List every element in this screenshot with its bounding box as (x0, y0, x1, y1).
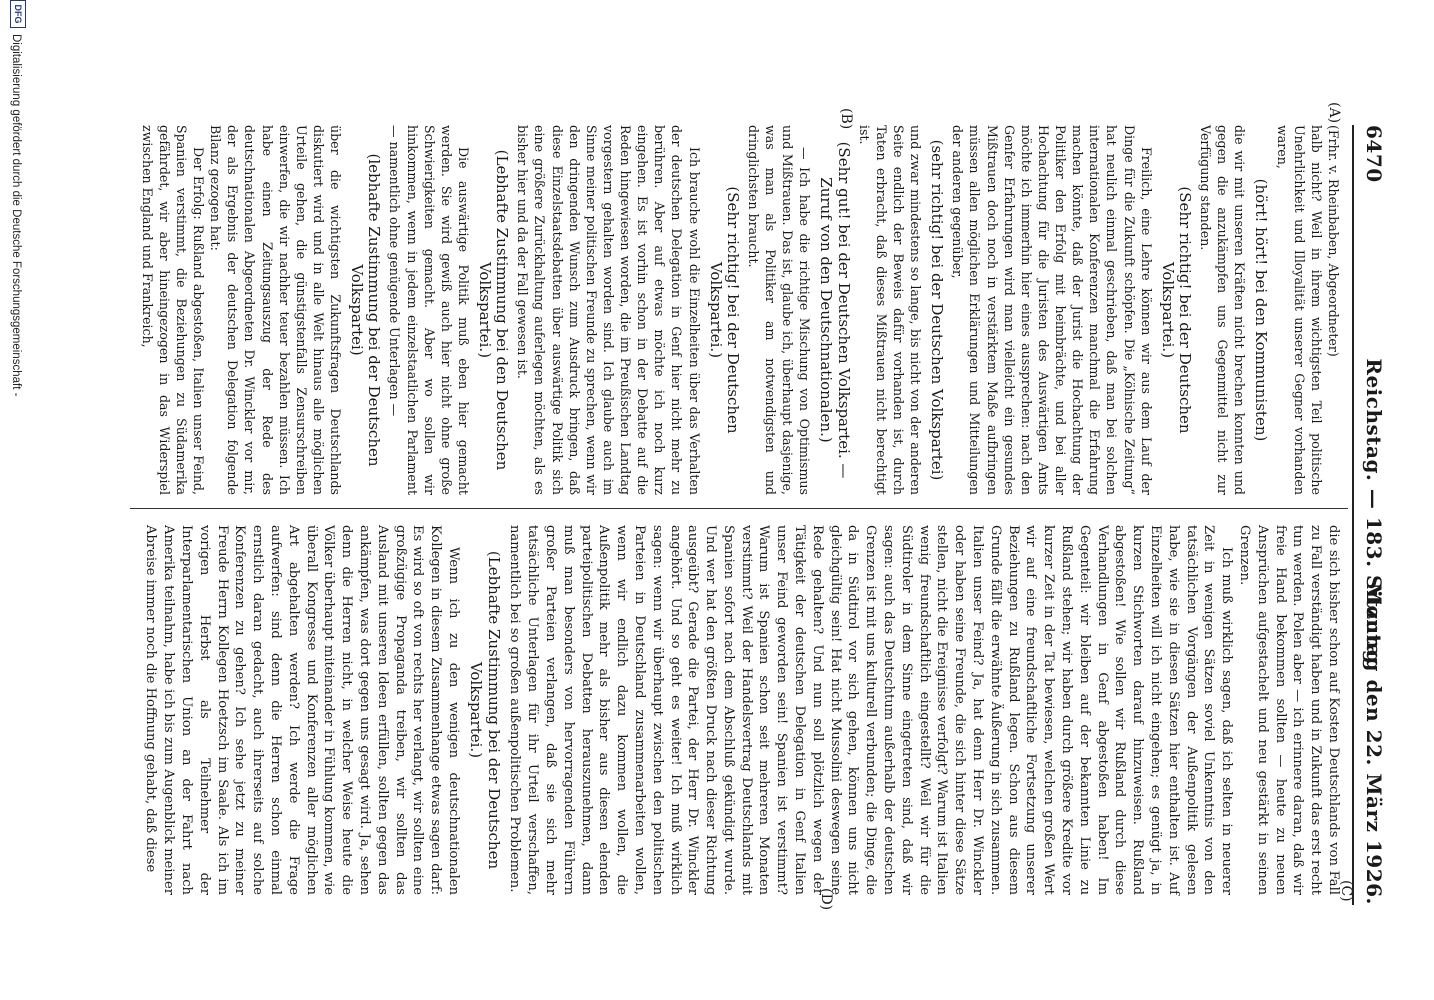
paragraph: Ich muß wirklich sagen, daß ich selten in neuerer Zeit in wenigen Sätzen soviel Unkenntnis von den tatsächlichen Vorgängen der Außenpolitik gelesen habe, wie sie in diesen Sätzen hier enthalten ist. Auf Einzelheiten will ich nicht eingehen; es genügt ja, in kurzen Stichworten darauf hinzuweisen. Rußland abgestoßen! Wie sollen wir Rußland durch diese Verhandlungen in Genf abgestoßen haben! Im Gegenteil: wir bleiben auf der bekannten Linie zu Rußland stehen; wir haben durch größere Kredite vor kurzer Zeit in der Tat bewiesen, welchen großen Wert wir auf eine freundschaftliche Fortsetzung unserer Beziehungen zu Rußland legen. Schon aus diesem Grunde fällt die erwähnte Äußerung in sich zusammen. Italien unser Feind? Ja, hat denn Herr Dr. Winckler oder haben seine Freunde, die sich hinter diese Sätze stellen, nicht die Ereignisse verfolgt? Warum ist Italien wenig freundschaftlich eingestellt? Weil wir für die Südtiroler in dem Sinne eingetreten sind, daß wir sagen: auch das Deutschtum außerhalb der deutschen Grenzen ist mit uns kulturell verbunden; die Dinge, die da in Südtirol vor sich gehen, können uns nicht gleichgültig sein! Hat nicht Mussolini deswegen seine Rede gehalten? Und nun soll plötzlich wegen der Tätigkeit der deutschen Delegation in Genf Italien unser Feind geworden sein! Spanien ist verstimmt? Warum ist Spanien schon seit mehreren Monaten verstimmt? Weil der Handelsvertrag Deutschlands mit Spanien sofort nach dem Abschluß gekündigt wurde. Und wer hat den größten Druck nach dieser Richtung ausgeübt? Gerade die Partei, der Herr Dr. Winckler angehört. Und so geht es weiter! Ich muß wirklich sagen: wenn wir überhaupt zwischen den politischen Parteien in Deutschland zusammenarbeiten wollen, wenn wir endlich dazu kommen wollen, die Außenpolitik mehr als bisher aus diesen elenden parteipolitischen Debatten herauszunehmen, dann muß man besonders von hervorragenden Führern großer Parteien verlangen, daß sie sich mehr tatsächliche Unterlagen für ihr Urteil verschaffen, namentlich bei so großen außenpolitischen Problemen. (507, 525, 1235, 895)
paragraph: Wenn ich zu den wenigen deutschnationalen Kollegen in diesem Zusammenhange etwas sagen darf: Es wird so oft von rechts her verlangt, wir sollten eine großzügige Propaganda treiben, wir sollten das Ausland mit unseren Ideen erfüllen, sollten gegen das ankämpfen, was dort gegen uns gesagt wird. Ja, sehen denn die Herren nicht, in welcher Weise heute die Völker überhaupt miteinander in Fühlung kommen, wie überall Kongresse und Konferenzen aller möglichen Art abgehalten werden? Ich werde die Frage aufwerfen: sind denn die Herren schon einmal ernstlich daran gedacht, auch ihrerseits auf solche Konferenzen zu gehen? Ich sehe jetzt zu meiner Freude Herrn Kollegen Hoetzsch im Saale. Als ich im vorigen Herbst als Teilnehmer der Interparlamentarischen Union an der Fahrt nach Amerika teilnahm, habe ich bis zum Augenblick meiner Abreise immer noch die Hoffnung gehabt, daß diese (143, 525, 461, 895)
paragraph: Ich brauche wohl die Einzelheiten über das Verhalten der deutschen Delegation in Genf hier nicht mehr zu berühren. Aber auf etwas möchte ich noch kurz eingehen. Es ist vorhin schon in der Debatte auf die Reden hingewiesen worden, die im Preußischen Landtag vorgestern gehalten worden sind. Ich glaube auch im Sinne meiner politischen Freunde zu sprechen, wenn wir den dringenden Wunsch zum Ausdruck bringen, daß diese Einzelstaatsdebatten über auswärtige Politik sich eine größere Zurückhaltung auferlegen möchten, als es bisher hier und da der Fall gewesen ist. (515, 125, 702, 495)
quoted-paragraph: Der Erfolg: Rußland abgestoßen, Italien unser Feind, Spanien verstimmt, die Beziehungen zu Südamerika gefährdet, wir aber hineingezogen in das Widerspiel zwischen England und Frankreich, (139, 125, 207, 495)
paragraph: Die auswärtige Politik muß eben hier gemacht werden. Sie wird gewiß auch hier nicht ohne große Schwierigkeiten gemacht. Aber wo sollen wir hinkommen, wenn in jedem einzelstaatlichen Parlament — namentlich ohne genügende Unterlagen — (387, 125, 471, 495)
paragraph: über die wichtigsten Zukunftsfragen Deutschlands diskutiert wird und in alle Welt hinaus alle möglichen Urteile gehen, die günstigstenfalls Zensurschreiben einwerfen, die wir nachher teuer bezahlen müssen. Ich habe einen Zeitungsauszug der Rede des deutschnationalen Abgeordneten Dr. Winckler vor mir, der als Ergebnis der deutschen Delegation folgende Bilanz gezogen hat: (208, 125, 344, 495)
paragraph: die sich bisher schon auf Kosten Deutschlands von Fall zu Fall verständigt haben und in Zukunft das erst recht tun werden. Polen aber — ich erinnere daran, daß wir freie Hand bekommen sollten — heute zu neuen Ansprüchen aufgestachelt und neu gestärkt in seinen Grenzen. (1237, 525, 1341, 895)
running-title: Reichstag. — 183. Sitzung. (1362, 358, 1386, 672)
paragraph: und zwar mindestens so lange, bis nicht von der anderen Seite endlich der Beweis dafür vorhanden ist, durch Taten erbracht, daß dieses Mißtrauen nicht berechtigt ist. (856, 125, 924, 495)
margin-mark-a: (A) (1326, 102, 1342, 124)
margin-mark-d: (D) (818, 888, 834, 911)
paragraph: — Ich habe die richtige Mischung von Optimismus und Mißtrauen. Das ist, glaube ich, überhaupt dasjenige, was man als Politiker am notwendigsten und dringlichsten braucht. (746, 125, 813, 495)
session-date: Montag den 22. März 1926. (1362, 582, 1386, 905)
margin-mark-b: (B) (838, 108, 854, 130)
interjection: (Lebhafte Zustimmung bei der Deutschen Volkspartei.) (466, 550, 503, 870)
digitization-footer (0, 0, 36, 1000)
dfg-logo: DFG (10, 0, 26, 28)
page-header (1356, 125, 1386, 905)
interjection: (hört! hört! bei den Kommunisten) (1252, 178, 1271, 442)
right-column (142, 525, 1342, 895)
column-divider (130, 508, 1348, 509)
interjection: (Sehr gut! bei der Deutschen Volkspartei. — Zuruf von den Deutschnationalen.) (817, 141, 853, 479)
paragraph: die wir mit unseren Kräften nicht brechen konnten und gegen die anzukämpfen uns Gegenmittel nicht zur Verfügung standen. (1198, 125, 1248, 495)
header-rule (1352, 125, 1354, 905)
speaker-line: (Frhr. v. Rheinbaben, Abgeordneter) (1326, 125, 1341, 357)
interjection: (lebhafte Zustimmung bei der Deutschen Volkspartei) (348, 153, 384, 467)
interjection: (Sehr richtig! bei der Deutschen Volkspartei.) (706, 186, 742, 434)
footer-credit: Digitalisierung gefördert durch die Deutsche Forschungsgemeinschaft - (10, 34, 22, 397)
margin-mark-c: (C) (1338, 880, 1354, 902)
interjection: (sehr richtig! bei der Deutschen Volkspartei) (928, 139, 947, 481)
paragraph: Freilich, eine Lehre können wir aus dem Lauf der Dinge für die Zukunft schöpfen. Die „Kölnische Zeitung“ hat neulich einmal geschrieben, daß man bei solchen internationalen Konferenzen manchmal die Erfahrung machen könnte, daß der Jurist die Hochachtung der Politiker den Erfolg mit heimbrächte, und bei aller Hochachtung für die Juristen des Auswärtigen Amts möchte ich immerhin hier eines aussprechen: nach den Genfer Erfahrungen wird man vielleicht ein gesundes Mißtrauen doch noch in verstärktem Maße aufbringen müssen allen möglichen Erklärungen und Mitteilungen der anderen gegenüber, (950, 125, 1154, 495)
left-column (139, 125, 1342, 495)
interjection: (Lebhafte Zustimmung bei den Deutschen Volkspartei.) (476, 149, 512, 471)
interjection: (Sehr richtig! bei der Deutschen Volkspartei.) (1158, 186, 1194, 434)
paragraph: halb nicht? Weil in ihrem wichtigsten Teil politische Unehrlichkeit und Illoyalität unserer Gegner vorhanden waren, (1274, 125, 1324, 495)
page-number: 6470 (1362, 125, 1386, 183)
